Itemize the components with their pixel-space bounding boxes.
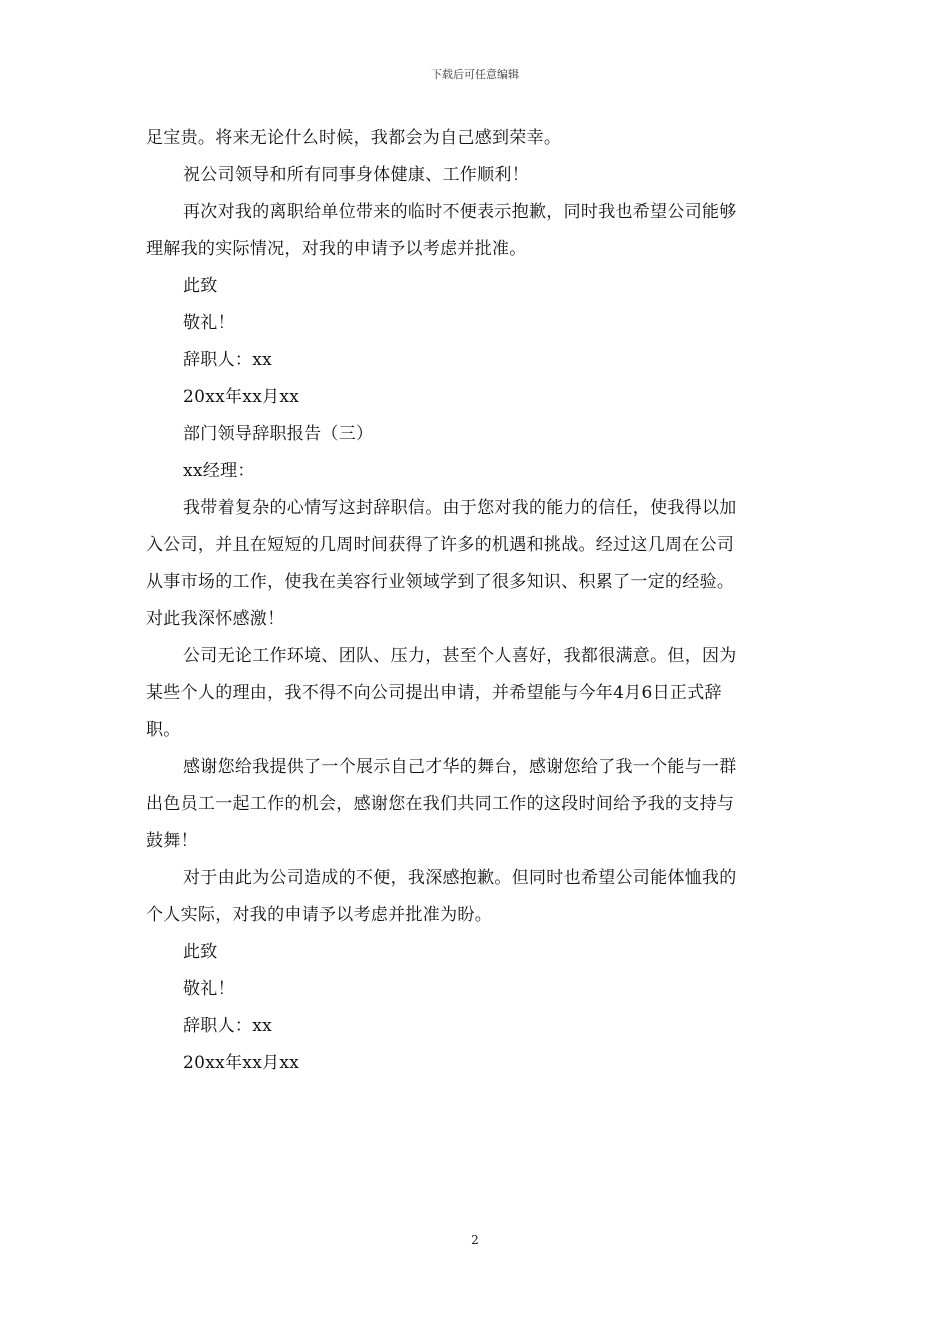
text-line: 入公司，并且在短短的几周时间获得了许多的机遇和挑战。经过这几周在公司	[146, 535, 735, 555]
header-note: 下载后可任意编辑	[431, 68, 519, 81]
text-line: 个人实际，对我的申请予以考虑并批准为盼。	[146, 905, 492, 925]
signatory: 辞职人：xx	[183, 350, 272, 370]
document-body	[146, 120, 806, 1082]
section-title: 部门领导辞职报告（三）	[183, 424, 374, 444]
closing-regards: 敬礼！	[183, 979, 235, 999]
text-line: 理解我的实际情况，对我的申请予以考虑并批准。	[146, 239, 527, 259]
text-line: 足宝贵。将来无论什么时候，我都会为自己感到荣幸。	[146, 128, 562, 148]
text-line: 公司无论工作环境、团队、压力，甚至个人喜好，我都很满意。但，因为	[183, 646, 737, 666]
text-line: 鼓舞！	[146, 831, 198, 851]
date-line: 20xx年xx月xx	[183, 387, 300, 407]
text-line: 祝公司领导和所有同事身体健康、工作顺利！	[183, 165, 529, 185]
text-line: 某些个人的理由，我不得不向公司提出申请，并希望能与今年4月6日正式辞	[146, 683, 722, 703]
text-line: 我带着复杂的心情写这封辞职信。由于您对我的能力的信任，使我得以加	[183, 498, 737, 518]
text-line: 再次对我的离职给单位带来的临时不便表示抱歉，同时我也希望公司能够	[183, 202, 737, 222]
date-line: 20xx年xx月xx	[183, 1053, 300, 1073]
page-number: 2	[471, 1233, 479, 1247]
text-line: 感谢您给我提供了一个展示自己才华的舞台，感谢您给了我一个能与一群	[183, 757, 737, 777]
closing-salutation: 此致	[183, 276, 218, 296]
text-line: 对于由此为公司造成的不便，我深感抱歉。但同时也希望公司能体恤我的	[183, 868, 737, 888]
addressee: xx经理：	[183, 461, 255, 481]
text-line: 职。	[146, 720, 181, 740]
text-line: 出色员工一起工作的机会，感谢您在我们共同工作的这段时间给予我的支持与	[146, 794, 735, 814]
text-line: 从事市场的工作，使我在美容行业领域学到了很多知识、积累了一定的经验。	[146, 572, 735, 592]
closing-regards: 敬礼！	[183, 313, 235, 333]
text-line: 对此我深怀感激！	[146, 609, 285, 629]
signatory: 辞职人：xx	[183, 1016, 272, 1036]
closing-salutation: 此致	[183, 942, 218, 962]
